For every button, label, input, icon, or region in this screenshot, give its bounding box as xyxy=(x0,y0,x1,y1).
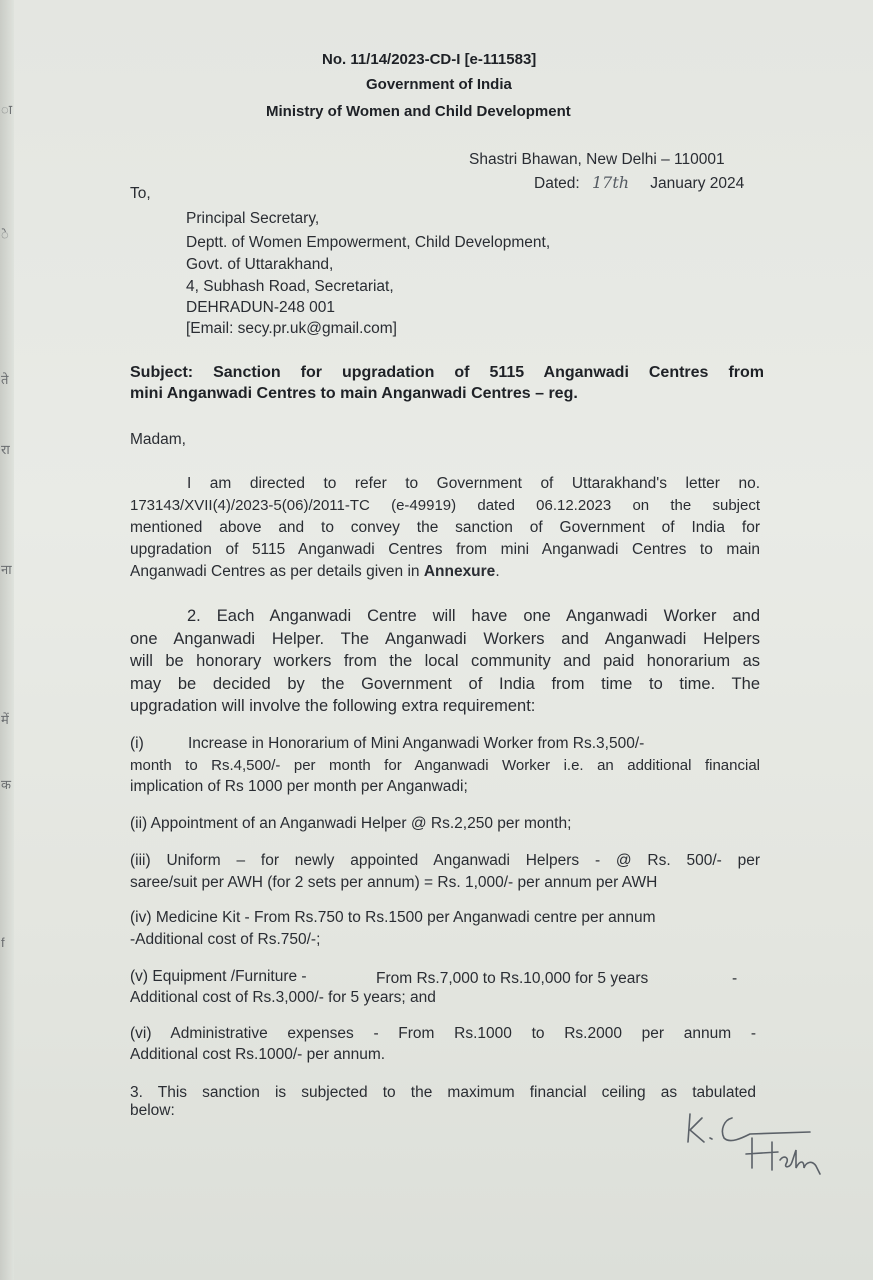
salutation: Madam, xyxy=(130,431,186,448)
dated-line xyxy=(534,172,744,195)
sig-stroke xyxy=(780,1150,820,1174)
address-line: Govt. of Uttarakhand, xyxy=(186,256,334,273)
annexure-ref: Annexure xyxy=(423,563,496,580)
item-v-range: From Rs.7,000 to Rs.10,000 for 5 years xyxy=(376,970,649,987)
item-i-number: (i) xyxy=(130,735,144,752)
email-line: [Email: secy.pr.uk@gmail.com] xyxy=(186,320,397,337)
item-i-line-1 xyxy=(130,733,760,755)
para1-line: 173143/XVII(4)/2023-5(06)/2011-TC (e-49919) dated 06.12.2023 on the subject xyxy=(130,497,760,514)
margin-mark: ना xyxy=(1,562,12,577)
margin-mark: ते xyxy=(1,372,9,387)
item-v-label: (v) Equipment /Furniture - xyxy=(130,968,307,985)
file-number: No. 11/14/2023-CD-I [e-111583] xyxy=(322,51,537,68)
item-ii-line-1: (ii) Appointment of an Anganwadi Helper @ Rs.2,250 per month; xyxy=(130,815,572,832)
ministry-title: Ministry of Women and Child Development xyxy=(266,103,571,120)
item-i-text: Increase in Honorarium of Mini Anganwadi Worker from Rs.3,500/- xyxy=(188,735,645,752)
para1-line: I am directed to refer to Government of Uttarakhand's letter no. xyxy=(187,475,760,492)
left-margin-binding xyxy=(0,0,14,1280)
address-line: Principal Secretary, xyxy=(186,210,320,227)
to-label: To, xyxy=(130,185,151,202)
margin-mark: क xyxy=(1,777,11,792)
item-v-dash: - xyxy=(732,970,738,987)
para2-line: may be decided by the Government of India from time to time. The xyxy=(130,675,760,693)
address-line: 4, Subhash Road, Secretariat, xyxy=(186,278,394,295)
para2-line: will be honorary workers from the local community and paid honorarium as xyxy=(130,652,760,670)
item-vi-line-2: Additional cost Rs.1000/- per annum. xyxy=(130,1046,386,1063)
sig-stroke xyxy=(746,1138,778,1170)
para3-line-2: below: xyxy=(130,1102,175,1119)
subject-line-1: Subject: Sanction for upgradation of 5115 Anganwadi Centres from xyxy=(130,364,764,381)
item-i-line-2: month to Rs.4,500/- per month for Anganwadi Worker i.e. an additional financial xyxy=(130,757,760,774)
margin-mark: े xyxy=(1,227,9,242)
margin-mark: ा xyxy=(1,102,13,117)
item-v-line-2: Additional cost of Rs.3,000/- for 5 years; and xyxy=(130,989,436,1006)
para1-text-end: . xyxy=(495,563,500,580)
sig-stroke xyxy=(710,1138,712,1139)
subject-line-2: mini Anganwadi Centres to main Anganwadi Centres – reg. xyxy=(130,385,578,402)
item-iv-line-1: (iv) Medicine Kit - From Rs.750 to Rs.1500 per Anganwadi centre per annum xyxy=(130,909,656,926)
para1-line: mentioned above and to convey the sanction of Government of India for xyxy=(130,519,760,536)
item-vi-line-1: (vi) Administrative expenses - From Rs.1000 to Rs.2000 per annum - xyxy=(130,1025,756,1042)
item-iii-line-2: saree/suit per AWH (for 2 sets per annum) = Rs. 1,000/- per annum per AWH xyxy=(130,874,658,891)
item-iii-line-1: (iii) Uniform – for newly appointed Anganwadi Helpers - @ Rs. 500/- per xyxy=(130,852,760,869)
sig-stroke xyxy=(722,1118,810,1141)
dated-label: Dated: xyxy=(534,175,580,192)
margin-mark: f xyxy=(1,935,5,950)
government-title: Government of India xyxy=(366,76,512,93)
sig-stroke xyxy=(690,1118,704,1142)
margin-mark: में xyxy=(1,712,9,727)
para3-line-1: 3. This sanction is subjected to the maximum financial ceiling as tabulated xyxy=(130,1084,756,1101)
handwritten-signature xyxy=(680,1108,840,1188)
address-line: Deptt. of Women Empowerment, Child Development, xyxy=(186,234,551,251)
item-iv-line-2: -Additional cost of Rs.750/-; xyxy=(130,931,321,948)
para1-line: upgradation of 5115 Anganwadi Centres from mini Anganwadi Centres to main xyxy=(130,541,760,558)
para1-text: Anganwadi Centres as per details given in xyxy=(130,563,424,580)
address-line: DEHRADUN-248 001 xyxy=(186,299,336,316)
para2-line: upgradation will involve the following extra requirement: xyxy=(130,697,536,715)
para2-line: 2. Each Anganwadi Centre will have one Anganwadi Worker and xyxy=(187,607,760,625)
place-line: Shastri Bhawan, New Delhi – 110001 xyxy=(469,151,725,168)
dated-month-year: January 2024 xyxy=(650,175,745,192)
sig-stroke xyxy=(688,1114,690,1142)
dated-day-handwritten: 17th xyxy=(591,173,630,192)
para2-line: one Anganwadi Helper. The Anganwadi Workers and Anganwadi Helpers xyxy=(130,630,760,648)
para1-line xyxy=(130,561,500,583)
item-i-line-3: implication of Rs 1000 per month per Anganwadi; xyxy=(130,778,468,795)
margin-mark: रा xyxy=(1,442,10,457)
